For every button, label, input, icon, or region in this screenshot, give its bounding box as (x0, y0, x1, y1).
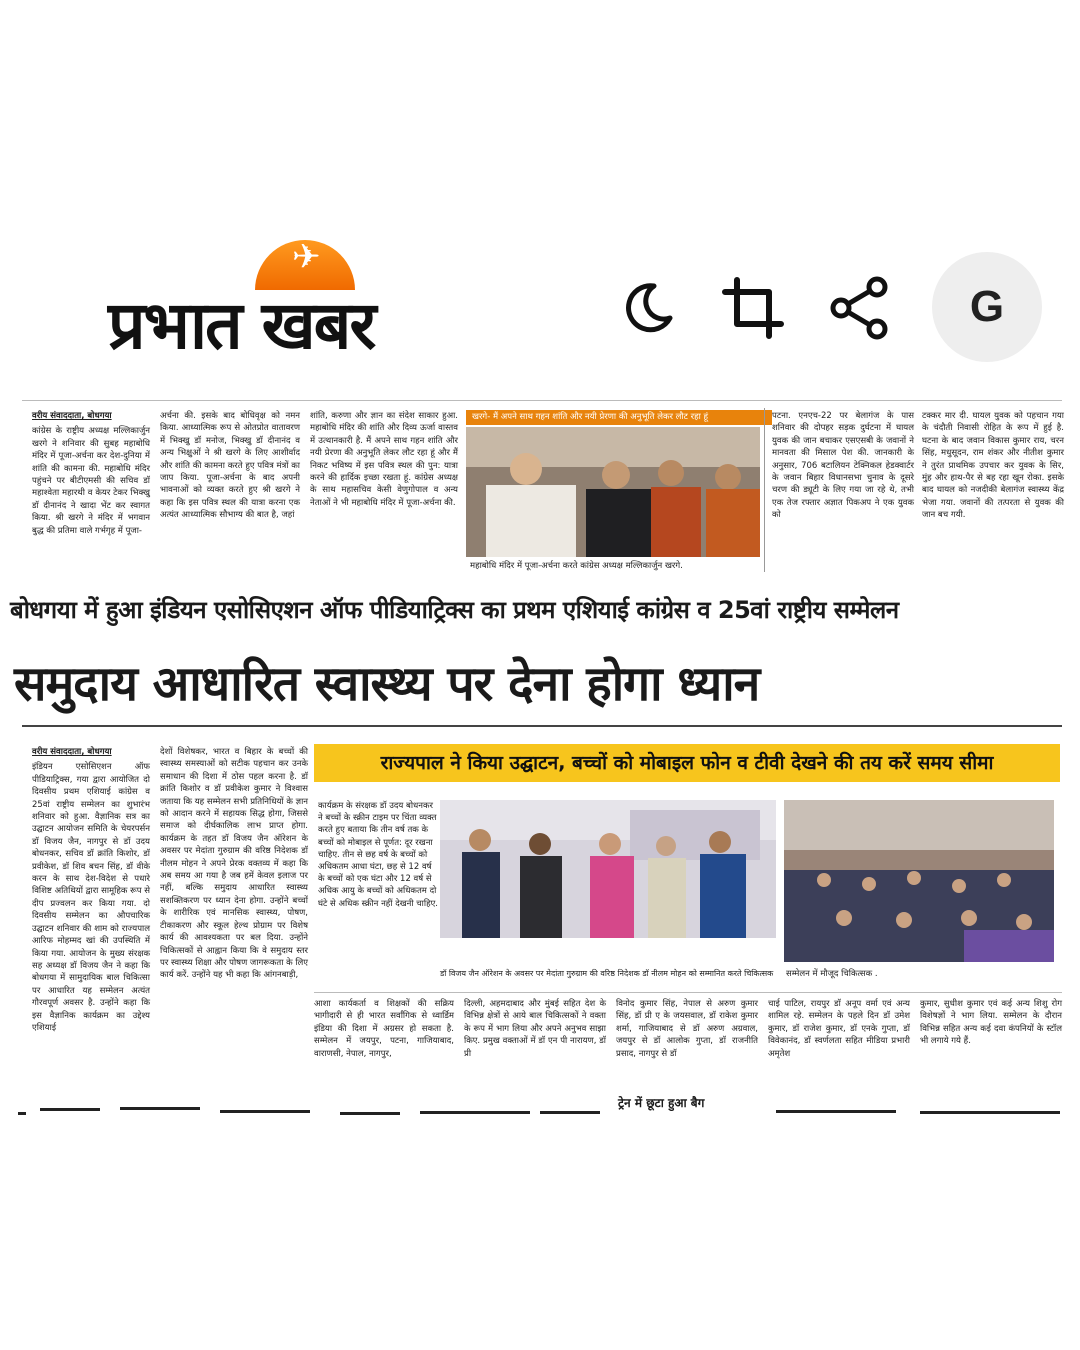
column-divider (764, 408, 765, 572)
cut-headline: ट्रेन में छूटा हुआ बैग (618, 1096, 705, 1110)
top-story-col-3: शांति, करुणा और ज्ञान का संदेश साकार हुआ. महाबोधि मंदिर की शांति और दिव्य ऊर्जा वास्तव में उत्थानकारी है. मैं अपने साथ गहन शांति और नयी प्रेरणा की अनुभूति लेकर लौट रहा हूं और मैं निकट भविष्य में इस पवित्र स्थल की पुन: यात्रा करने की हार्दिक इच्छा रखता हूं. कांग्रेस अध्यक्ष के साथ महासचिव केसी वेणुगोपाल व अन्य नेताओं ने भी महाबोधि मंदिर में पूजा-अर्चना की. (310, 411, 458, 508)
side-story-col-2: टक्कर मार दी. घायल युवक को पहचान गया के चंदौती निवासी रोहित के रूप में हुई है. घटना के बाद जवान विकास कुमार राय, चरन सिंह, मधुसूदन, राम शंकर और नीतीश कुमार ने तुरंत प्राथमिक उपचार कर युवक के सिर, मुंह और हाथ-पैर से बह रहा खून रोका. इसके बाद घायल को नजदीकी बेलागंज स्वास्थ्य केंद्र भेजा गया. जवानों की तत्परता से युवक की जान बच गयी. (922, 411, 1064, 521)
award-photo-caption: डॉ विजय जैन ऑरेशन के अवसर पर मेदांता गुरुग्राम की वरिष्ठ निदेशक डॉ नीलम मोहन को सम्मानित करते चिकित्सक (440, 969, 774, 978)
moon-icon[interactable] (610, 270, 686, 346)
top-photo-banner: खरगे- मैं अपने साथ गहन शांति और नयी प्रेरणा की अनुभूति लेकर लौट रहा हूं (466, 410, 772, 425)
audience-photo-caption: सम्मेलन में मौजूद चिकित्सक . (786, 969, 878, 979)
main-story-col-2: देशों विशेषकर, भारत व बिहार के बच्चों की स्वास्थ्य समस्याओं को सटीक पहचान कर उनके समाधान की दिशा में ठोस पहल करना है. डॉ क्रांति किशोर व डॉ प्रवीकेश कुमार ने विश्वास जताया कि यह सम्मेलन सभी प्रतिनिधियों के ज्ञान को आदान करने में सहायक सिद्ध होगा, जिससे समाज को दीर्घकालिक लाभ प्राप्त होगा. कार्यक्रम के तहत डॉ विजय जैन ऑरेशन के अवसर पर मेदांता गुरुग्राम की वरिष्ठ निदेशक डॉ नीलम मोहन ने अपने प्रेरक वक्तव्य में कहा कि अब समय आ गया है जब हमें केवल इलाज पर नहीं, बल्कि समुदाय आधारित स्वास्थ्य सशक्तिकरण पर ध्यान देना होगा. उन्होंने बच्चों के शारीरिक एवं मानसिक स्वास्थ्य, पोषण, टीकाकरण और स्कूल हेल्थ प्रोग्राम पर विशेष कार्य की आवश्यकता पर बल दिया. उन्होंने चिकित्सकों से आह्वान किया कि वे समुदाय स्तर पर स्वास्थ्य शिक्षा और पोषण जागरूकता के लिए कार्य करें. उन्होंने यह भी कहा कि आंगनबाड़ी, (160, 747, 309, 981)
logo-bird-icon: ✈ (292, 237, 321, 277)
crop-icon[interactable] (715, 270, 791, 346)
share-icon[interactable] (822, 270, 898, 346)
google-account-avatar[interactable]: G (932, 252, 1042, 362)
main-subhead: राज्यपाल ने किया उद्घाटन, बच्चों को मोबाइल फोन व टीवी देखने की तय करें समय सीमा (314, 744, 1060, 782)
kharge-photo (466, 427, 760, 557)
award-photo (440, 800, 776, 938)
audience-photo (784, 800, 1054, 962)
lower-rule (314, 992, 1062, 993)
headline-rule (22, 725, 1062, 727)
screen-time-box: कार्यक्रम के संरक्षक डॉ उदय बोधनकर ने बच्चों के स्क्रीन टाइम पर चिंता व्यक्त करते हुए बताया कि तीन वर्ष तक के बच्चों को मोबाइल से पूर्णत: दूर रखना चाहिए. तीन से छह वर्ष के बच्चों को अधिकतम आधा घंटा, छह से 12 वर्ष के बच्चों को एक घंटा और 12 वर्ष से अधिक आयु के बच्चों को अधिकतम दो घंटे से अधिक स्क्रीन नहीं देखनी चाहिए. (318, 801, 439, 909)
top-story-col-1: वरीय संवाददाता, बोधगया कांग्रेस के राष्ट्रीय अध्यक्ष मल्लिकार्जुन खरगे ने शनिवार की सुबह महाबोधि मंदिर में पूजा-अर्चना कर देश-दुनिया में शांति की कामना की. महाबोधि मंदिर पहुंचने पर बीटीएमसी की सचिव डॉ महाश्वेता महारथी व केयर टेकर भिक्खु डॉ दीनानंद ने खादा भेंट कर स्वागत किया. श्री खरगे ने मंदिर में भगवान बुद्ध की प्रतिमा वाले गर्भगृह में पूजा- (32, 411, 150, 536)
main-kicker: बोधगया में हुआ इंडियन एसोसिएशन ऑफ पीडियाट्रिक्स का प्रथम एशियाई कांग्रेस व 25वां राष्ट्रीय सम्मेलन (10, 596, 899, 624)
main-headline: समुदाय आधारित स्वास्थ्य पर देना होगा ध्यान (14, 656, 760, 712)
cut-off-footer (0, 1103, 1080, 1117)
top-rule (22, 400, 1062, 401)
main-story-col-3: आशा कार्यकर्ता व शिक्षकों की सक्रिय भागीदारी से ही भारत सर्वांगिक से ध्वार्डिम इंडिया की दिशा में अग्रसर हो सकता है. सम्मेलन में जयपुर, पटना, गाजियाबाद, वाराणसी, नेपाल, नागपुर, (314, 999, 454, 1059)
masthead: प्रभात खबर (108, 286, 375, 364)
main-story-col-4: दिल्ली, अहमदाबाद और मुंबई सहित देश के विभिन्न क्षेत्रों से आये बाल चिकित्सकों ने वक्ता के रूप में भाग लिया और अपने अनुभव साझा किए. प्रमुख वक्ताओं में डॉ एन पी नारायण, डॉ प्री (464, 999, 606, 1059)
side-story-col-1: पटना. एनएच-22 पर बेलागंज के पास शनिवार की दोपहर सड़क दुर्घटना में घायल युवक की जान बचाकर एसएसबी के जवानों ने मानवता की मिसाल पेश की. जानकारी के अनुसार, 706 बटालियन टेक्निकल हेडक्वार्टर के जवान बिहार विधानसभा चुनाव के दूसरे चरण की ड्यूटी के लिए गया जा रहे थे, तभी एक तेज रफ्तार अज्ञात पिकअप ने एक युवक को (772, 411, 914, 521)
main-story-col-1: वरीय संवाददाता, बोधगया इंडियन एसोसिएशन ऑफ पीडियाट्रिक्स, गया द्वारा आयोजित दो दिवसीय प्रथम एशियाई कांग्रेस व 25वां राष्ट्रीय सम्मेलन का शुभारंभ शनिवार को हुआ. वैज्ञानिक सत्र का उद्घाटन आयोजन समिति के चेयरपर्सन डॉ विजय जैन, नागपुर से डॉ उदय बोधनकर, सचिव डॉ क्रांति किशोर, डॉ प्रवीकेश, डॉ शिव बचन सिंह, डॉ वीके करन के साथ देश-विदेश से पधारे विशिष्ट अतिथियों द्वारा सामूहिक रूप से दीप प्रज्वलन कर किया गया. दो दिवसीय सम्मेलन का औपचारिक उद्घाटन शनिवार की शाम को राज्यपाल आरिफ मोहम्मद खां की उपस्थिति में किया गया. आयोजन के मुख्य संरक्षक सह अध्यक्ष डॉ विजय जैन ने कहा कि बोधगया में सामुदायिक बाल चिकित्सा पर आधारित यह सम्मेलन अत्यंत गौरवपूर्ण अवसर है. उन्होंने कहा कि इस वैज्ञानिक कार्यक्रम का उद्देश्य एशियाई (32, 747, 150, 1033)
main-story-col-5: विनोद कुमार सिंह, नेपाल से अरुण कुमार सिंह, डॉ प्री ए के जयसवाल, डॉ राकेश कुमार शर्मा, गाजियाबाद से डॉ अरुण अग्रवाल, जयपुर से डॉ आलोक गुप्ता, डॉ राजनीति प्रसाद, नागपुर से डॉ (616, 999, 758, 1059)
top-story-col-2: अर्चना की. इसके बाद बोधिवृक्ष को नमन किया. आध्यात्मिक रूप से ओतप्रोत वातावरण में भिक्खु डॉ मनोज, भिक्खु डॉ दीनानंद व अन्य भिक्षुओं ने श्री खरगे के लिए आशीर्वाद और शांति की कामना करते हुए पवित्र मंत्रों का जाप किया. पूजा-अर्चना के बाद अपनी भावनाओं को व्यक्त करते हुए श्री खरगे ने कहा कि इस पवित्र स्थल की यात्रा करना एक अत्यंत आध्यात्मिक सौभाग्य की बात है, जहां (160, 411, 300, 521)
main-story-col-7: कुमार, सुधीश कुमार एवं कई अन्य शिशु रोग विशेषज्ञों ने भाग लिया. सम्मेलन के दौरान विभिन्न सहित अन्य कई दवा कंपनियों के स्टॉल भी लगाये गये हैं. (920, 999, 1062, 1047)
main-story-col-6: चाई पाटिल, रायपुर डॉ अनूप वर्मा एवं अन्य शामिल रहे. सम्मेलन के पहले दिन डॉ उमेश कुमार, डॉ राजेश कुमार, डॉ एनके गुप्ता, डॉ विवेकानंद, डॉ स्वर्णलता सहित मीडिया प्रभारी अमृतेश (768, 999, 910, 1059)
top-photo-caption: महाबोधि मंदिर में पूजा-अर्चना करते कांग्रेस अध्यक्ष मल्लिकार्जुन खरगे. (470, 561, 683, 571)
